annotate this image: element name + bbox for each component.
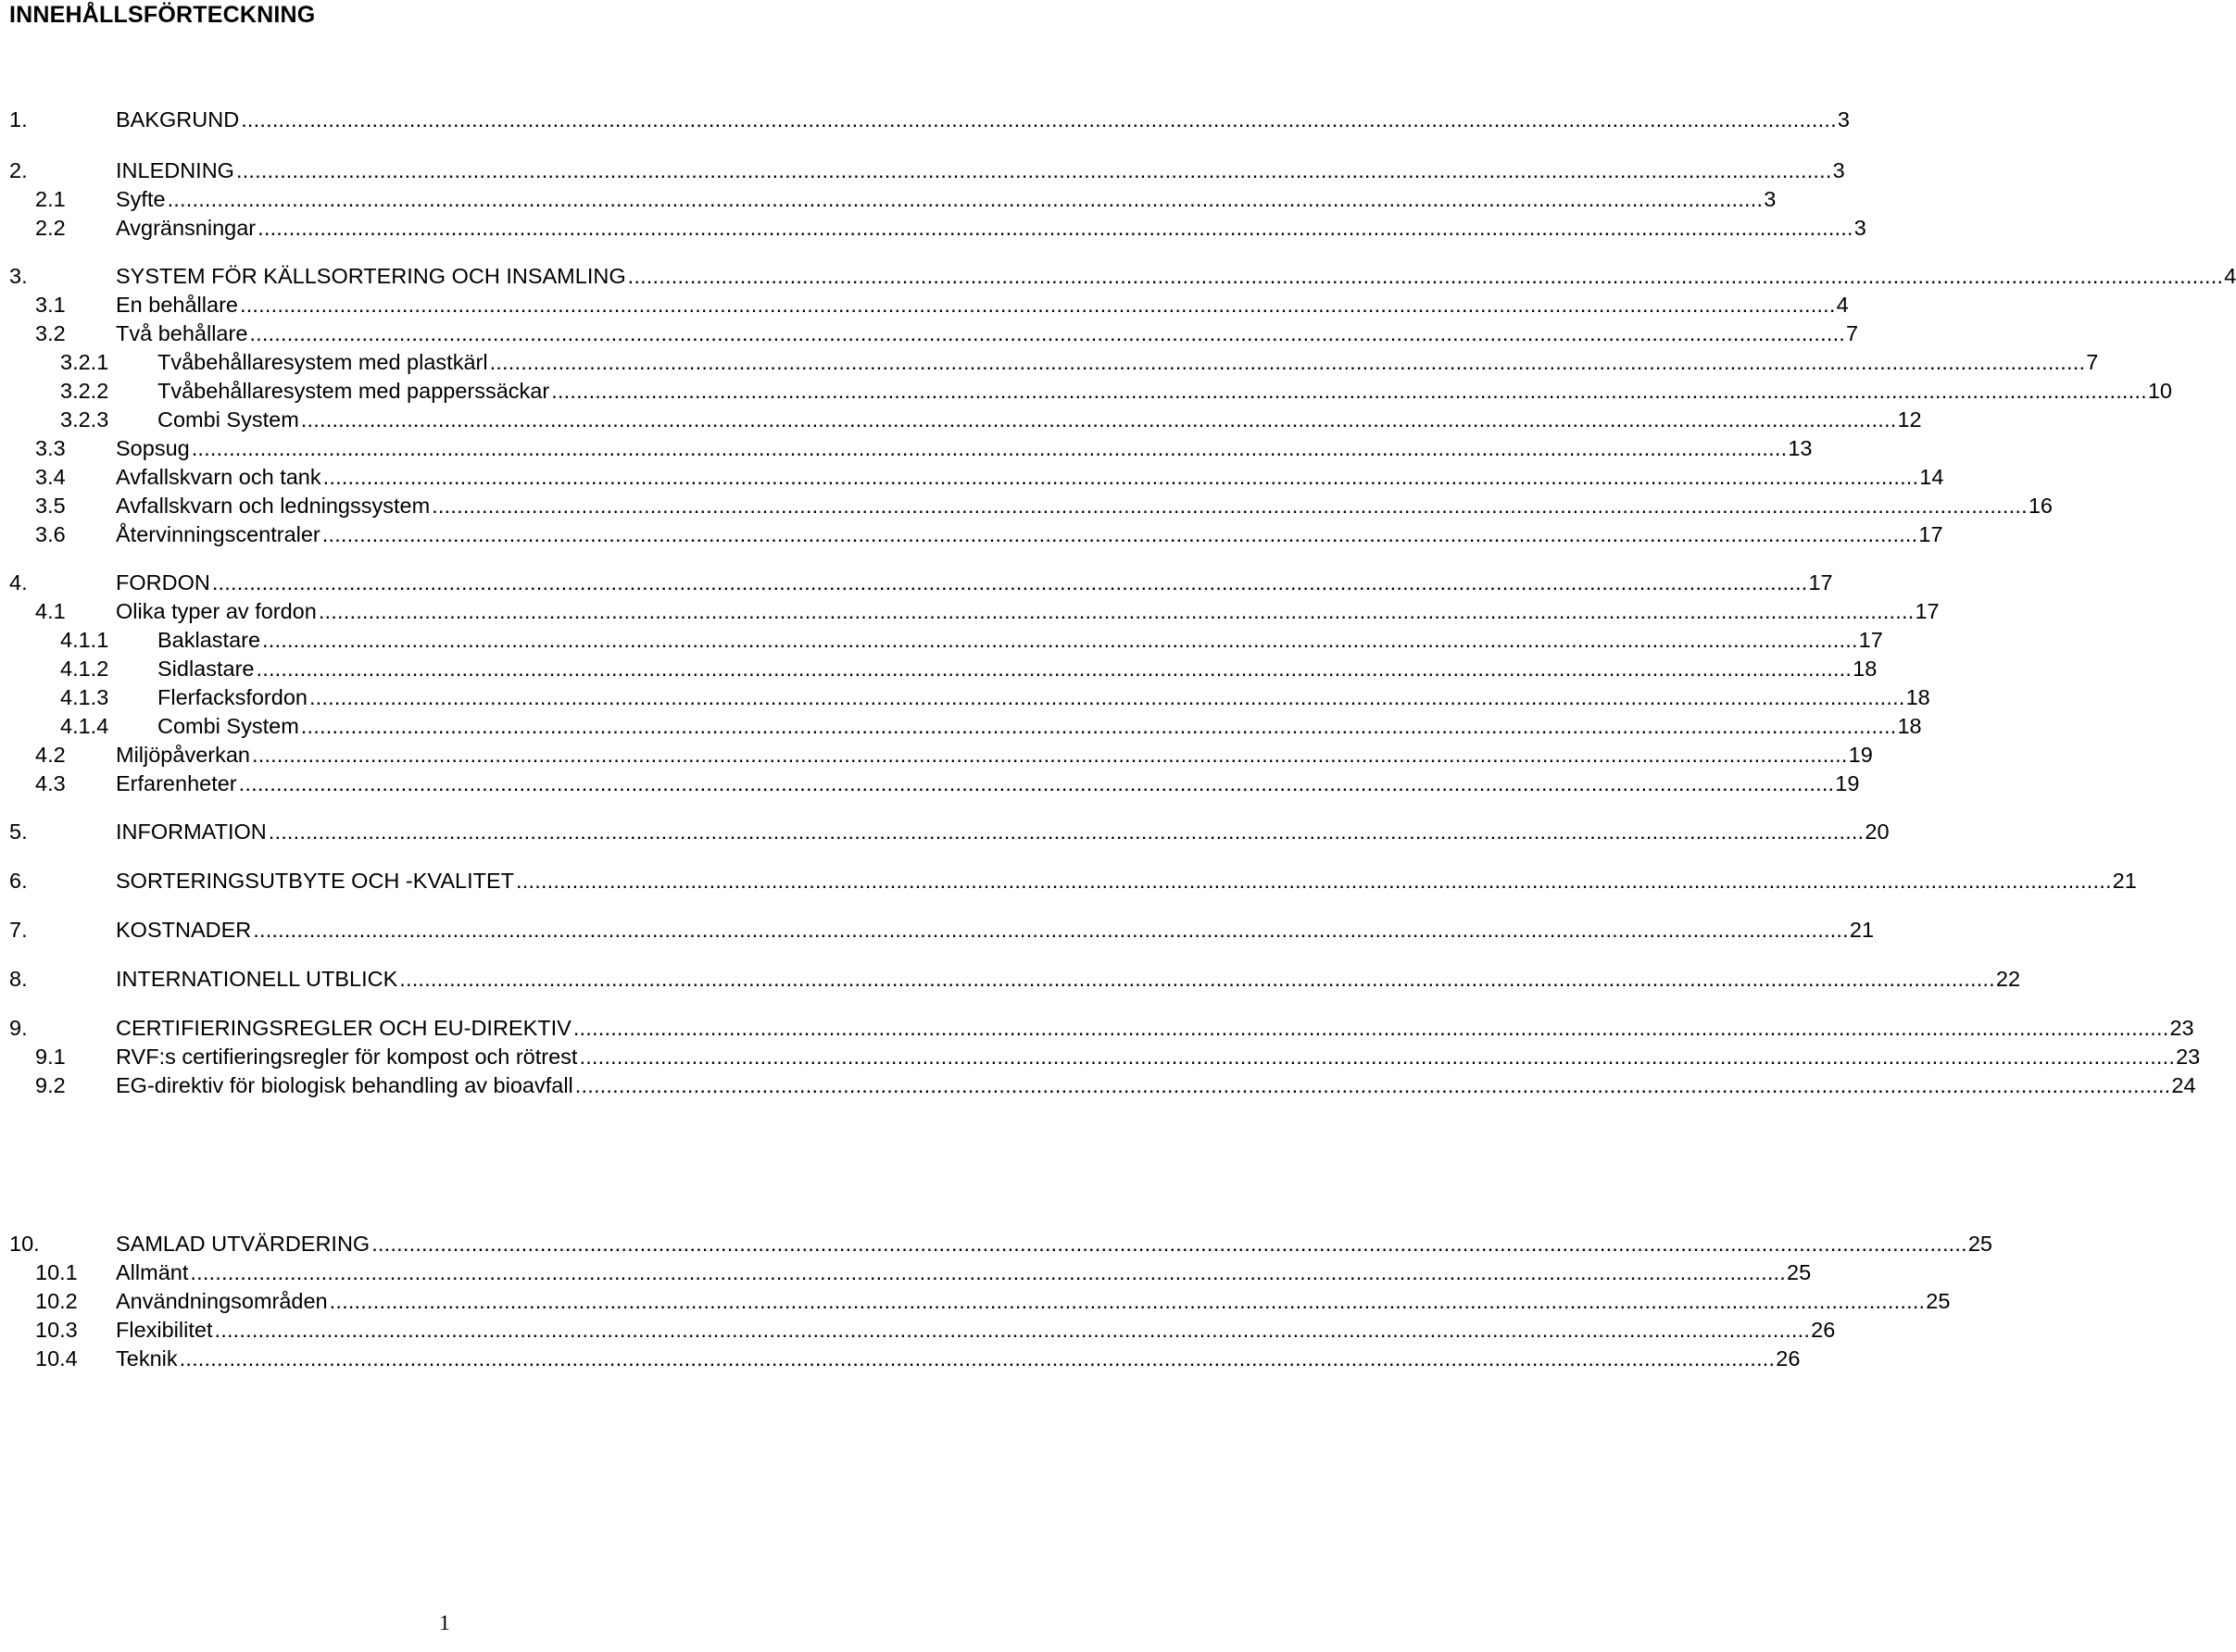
toc-leader-dots: ................................................................................................................................................................................................................................................................ — [489, 350, 2086, 374]
toc-entry[interactable] — [9, 866, 2137, 895]
toc-entry-page: 17 — [1808, 570, 1833, 594]
toc-entry-number: 3.4 — [35, 465, 66, 489]
toc-entry[interactable] — [9, 290, 1849, 319]
toc-leader-dots: ................................................................................................................................................................................................................................................................ — [256, 657, 1853, 681]
toc-entry-page: 26 — [1811, 1318, 1836, 1342]
toc-leader-dots: ................................................................................................................................................................................................................................................................ — [322, 465, 1919, 489]
toc-entry-page: 21 — [1849, 918, 1875, 942]
toc-leader-dots: ................................................................................................................................................................................................................................................................ — [167, 187, 1764, 211]
toc-leader-dots: ................................................................................................................................................................................................................................................................ — [329, 1289, 1926, 1313]
toc-leader-dots: ................................................................................................................................................................................................................................................................ — [516, 869, 2112, 893]
toc-entry-page: 21 — [2112, 869, 2137, 893]
toc-leader-dots: ................................................................................................................................................................................................................................................................ — [190, 1260, 1787, 1284]
toc-entry-number: 7. — [9, 918, 28, 942]
toc-leader-dots: ................................................................................................................................................................................................................................................................ — [179, 1346, 1776, 1370]
toc-leader-dots: ................................................................................................................................................................................................................................................................ — [579, 1045, 2176, 1069]
toc-entry-label: FORDON — [116, 570, 210, 594]
toc-leader-dots: ................................................................................................................................................................................................................................................................ — [399, 967, 1995, 991]
toc-entry[interactable] — [9, 462, 1944, 492]
toc-entry-label: EG-direktiv för biologisk behandling av bioavfall — [116, 1073, 573, 1097]
toc-entry-number: 3.3 — [35, 436, 66, 460]
toc-entry[interactable] — [9, 1042, 2201, 1071]
toc-leader-dots: ................................................................................................................................................................................................................................................................ — [251, 743, 1848, 767]
toc-entry-page: 19 — [1848, 743, 1873, 767]
toc-entry-label: Avfallskvarn och ledningssystem — [116, 494, 431, 518]
toc-entry[interactable] — [9, 319, 1859, 348]
toc-entry[interactable] — [9, 1013, 2194, 1043]
toc-leader-dots: ................................................................................................................................................................................................................................................................ — [551, 379, 2147, 403]
toc-entry-label: Sopsug — [116, 436, 190, 460]
toc-entry-label: En behållare — [116, 293, 238, 317]
toc-entry[interactable] — [9, 376, 2172, 406]
toc-entry-label: SYSTEM FÖR KÄLLSORTERING OCH INSAMLING — [116, 264, 626, 288]
toc-entry-page: 22 — [1995, 967, 2021, 991]
toc-entry-number: 3. — [9, 264, 28, 288]
toc-entry-number: 2. — [9, 158, 28, 182]
toc-entry-label: Allmänt — [116, 1260, 189, 1284]
toc-entry-label: Flerfacksfordon — [157, 685, 308, 709]
toc-entry[interactable] — [9, 491, 2053, 520]
toc-entry-label: Användningsområden — [116, 1289, 328, 1313]
toc-entry-page: 18 — [1905, 685, 1930, 709]
toc-entry-number: 3.2.3 — [60, 407, 109, 432]
toc-entry[interactable] — [9, 184, 1777, 214]
toc-entry[interactable] — [9, 405, 1922, 434]
toc-entry-number: 2.2 — [35, 216, 66, 240]
toc-leader-dots: ................................................................................................................................................................................................................................................................ — [321, 522, 1918, 546]
toc-entry-label: Tvåbehållaresystem med plastkärl — [157, 350, 488, 374]
toc-entry[interactable] — [9, 213, 1866, 243]
toc-entry-number: 9.1 — [35, 1045, 66, 1069]
toc-entry-number: 4.1.3 — [60, 685, 109, 709]
toc-entry-page: 3 — [1832, 158, 1845, 182]
toc-entry-number: 4. — [9, 570, 28, 594]
toc-entry[interactable] — [9, 740, 1873, 770]
toc-entry[interactable] — [9, 568, 1833, 597]
toc-entry-number: 9. — [9, 1016, 28, 1040]
toc-entry-label: Flexibilitet — [116, 1318, 213, 1342]
toc-entry-number: 10.1 — [35, 1260, 78, 1284]
toc-entry-label: KOSTNADER — [116, 918, 252, 942]
toc-entry[interactable] — [9, 1286, 1951, 1316]
toc-entry-page: 17 — [1918, 522, 1943, 546]
toc-leader-dots: ................................................................................................................................................................................................................................................................ — [238, 771, 1835, 795]
toc-entry-label: BAKGRUND — [116, 107, 240, 131]
toc-entry-page: 20 — [1865, 820, 1890, 844]
toc-entry-label: Sidlastare — [157, 657, 255, 681]
page-title: INNEHÅLLSFÖRTECKNING — [9, 2, 316, 28]
toc-entry-number: 4.1 — [35, 599, 66, 623]
toc-leader-dots: ................................................................................................................................................................................................................................................................ — [308, 685, 1905, 709]
toc-entry-page: 7 — [2086, 350, 2099, 374]
toc-entry-page: 24 — [2171, 1073, 2196, 1097]
toc-entry-label: Återvinningscentraler — [116, 522, 320, 546]
toc-leader-dots: ................................................................................................................................................................................................................................................................ — [191, 436, 1788, 460]
toc-entry-page: 23 — [2176, 1045, 2201, 1069]
toc-entry[interactable] — [9, 1258, 1812, 1287]
toc-leader-dots: ................................................................................................................................................................................................................................................................ — [211, 570, 1808, 594]
toc-entry-number: 10. — [9, 1232, 40, 1256]
toc-entry[interactable] — [9, 625, 1883, 655]
toc-entry-number: 10.4 — [35, 1346, 78, 1370]
toc-leader-dots: ................................................................................................................................................................................................................................................................ — [249, 321, 1846, 345]
toc-entry-label: Miljöpåverkan — [116, 743, 250, 767]
toc-entry-page: 18 — [1897, 714, 1922, 738]
toc-entry-label: RVF:s certifieringsregler för kompost och rötrest — [116, 1045, 578, 1069]
toc-entry[interactable] — [9, 964, 2021, 994]
toc-entry[interactable] — [9, 711, 1922, 741]
toc-entry[interactable] — [9, 654, 1878, 683]
toc-entry-number: 3.2.2 — [60, 379, 109, 403]
toc-entry-number: 4.2 — [35, 743, 66, 767]
toc-entry-label: SORTERINGSUTBYTE OCH -KVALITET — [116, 869, 515, 893]
toc-leader-dots: ................................................................................................................................................................................................................................................................ — [214, 1318, 1811, 1342]
toc-entry-page: 12 — [1897, 407, 1922, 432]
toc-entry-number: 3.6 — [35, 522, 66, 546]
toc-entry[interactable] — [9, 433, 1813, 463]
toc-entry-page: 13 — [1788, 436, 1813, 460]
toc-entry[interactable] — [9, 682, 1930, 712]
toc-entry[interactable] — [9, 596, 1940, 626]
toc-entry-label: Syfte — [116, 187, 166, 211]
toc-entry-number: 9.2 — [35, 1073, 66, 1097]
toc-entry[interactable] — [9, 817, 1890, 846]
toc-entry-label: INTERNATIONELL UTBLICK — [116, 967, 398, 991]
toc-leader-dots: ................................................................................................................................................................................................................................................................ — [262, 628, 1858, 652]
toc-entry-label: Två behållare — [116, 321, 248, 345]
toc-entry-page: 4 — [1836, 293, 1849, 317]
toc-leader-dots: ................................................................................................................................................................................................................................................................ — [574, 1073, 2171, 1097]
toc-entry[interactable] — [9, 1315, 1836, 1345]
toc-entry-page: 14 — [1919, 465, 1944, 489]
toc-entry-label: Baklastare — [157, 628, 261, 652]
toc-leader-dots: ................................................................................................................................................................................................................................................................ — [239, 293, 1836, 317]
toc-entry-page: 25 — [1787, 1260, 1812, 1284]
toc-entry-number: 4.1.2 — [60, 657, 109, 681]
toc-entry-number: 1. — [9, 107, 28, 131]
toc-entry[interactable] — [9, 1229, 1992, 1258]
toc-entry-number: 4.3 — [35, 771, 66, 795]
toc-entry-label: Erfarenheter — [116, 771, 237, 795]
toc-entry-number: 4.1.1 — [60, 628, 109, 652]
toc-entry-label: Avfallskvarn och tank — [116, 465, 321, 489]
toc-entry-label: Teknik — [116, 1346, 178, 1370]
toc-entry[interactable] — [9, 1070, 2196, 1100]
toc-entry-page: 3 — [1853, 216, 1866, 240]
toc-entry-label: SAMLAD UTVÄRDERING — [116, 1232, 371, 1256]
toc-leader-dots: ................................................................................................................................................................................................................................................................ — [572, 1016, 2169, 1040]
toc-entry-page: 19 — [1835, 771, 1860, 795]
toc-entry-page: 16 — [2028, 494, 2053, 518]
toc-leader-dots: ................................................................................................................................................................................................................................................................ — [258, 216, 1853, 240]
toc-leader-dots: ................................................................................................................................................................................................................................................................ — [268, 820, 1865, 844]
toc-leader-dots: ................................................................................................................................................................................................................................................................ — [300, 407, 1897, 432]
toc-entry-number: 4.1.4 — [60, 714, 109, 738]
toc-entry-page: 3 — [1764, 187, 1777, 211]
toc-leader-dots: ................................................................................................................................................................................................................................................................ — [318, 599, 1915, 623]
toc-entry-label: Combi System — [157, 714, 299, 738]
toc-entry[interactable] — [9, 915, 1875, 945]
toc-entry-label: Olika typer av fordon — [116, 599, 317, 623]
toc-entry-page: 23 — [2169, 1016, 2194, 1040]
toc-entry-label: INLEDNING — [116, 158, 234, 182]
toc-entry-number: 2.1 — [35, 187, 66, 211]
toc-entry-page: 25 — [1967, 1232, 1992, 1256]
toc-entry-page: 10 — [2147, 379, 2172, 403]
toc-entry[interactable] — [9, 347, 2099, 377]
toc-entry-number: 10.2 — [35, 1289, 78, 1313]
toc-entry[interactable] — [9, 1344, 1801, 1373]
toc-leader-dots: ................................................................................................................................................................................................................................................................ — [432, 494, 2028, 518]
toc-entry[interactable] — [9, 156, 1845, 185]
toc-entry-page: 26 — [1776, 1346, 1801, 1370]
toc-entry-label: INFORMATION — [116, 820, 267, 844]
toc-entry[interactable] — [9, 519, 1943, 549]
toc-entry-page: 25 — [1926, 1289, 1951, 1313]
toc-entry-label: CERTIFIERINGSREGLER OCH EU-DIREKTIV — [116, 1016, 572, 1040]
toc-leader-dots: ................................................................................................................................................................................................................................................................ — [627, 264, 2224, 288]
toc-entry-page: 3 — [1837, 107, 1850, 131]
toc-entry-number: 3.2.1 — [60, 350, 109, 374]
page-number: 1 — [439, 1611, 450, 1634]
toc-entry-page: 4 — [2224, 264, 2236, 288]
toc-entry-number: 10.3 — [35, 1318, 78, 1342]
toc-entry-page: 7 — [1846, 321, 1859, 345]
toc-entry-page: 18 — [1853, 657, 1878, 681]
toc-entry-number: 8. — [9, 967, 28, 991]
toc-entry-number: 5. — [9, 820, 28, 844]
toc-entry[interactable] — [9, 105, 1850, 134]
toc-entry-number: 6. — [9, 869, 28, 893]
toc-entry[interactable] — [9, 769, 1860, 798]
toc-entry[interactable] — [9, 261, 2236, 291]
toc-entry-label: Combi System — [157, 407, 299, 432]
toc-leader-dots: ................................................................................................................................................................................................................................................................ — [241, 107, 1837, 131]
toc-leader-dots: ................................................................................................................................................................................................................................................................ — [235, 158, 1832, 182]
toc-leader-dots: ................................................................................................................................................................................................................................................................ — [371, 1232, 1967, 1256]
toc-leader-dots: ................................................................................................................................................................................................................................................................ — [300, 714, 1897, 738]
toc-entry-label: Avgränsningar — [116, 216, 257, 240]
toc-entry-page: 17 — [1858, 628, 1883, 652]
toc-entry-number: 3.5 — [35, 494, 66, 518]
toc-entry-label: Tvåbehållaresystem med papperssäckar — [157, 379, 550, 403]
toc-entry-page: 17 — [1915, 599, 1940, 623]
toc-leader-dots: ................................................................................................................................................................................................................................................................ — [253, 918, 1849, 942]
toc-entry-number: 3.2 — [35, 321, 66, 345]
toc-entry-number: 3.1 — [35, 293, 66, 317]
